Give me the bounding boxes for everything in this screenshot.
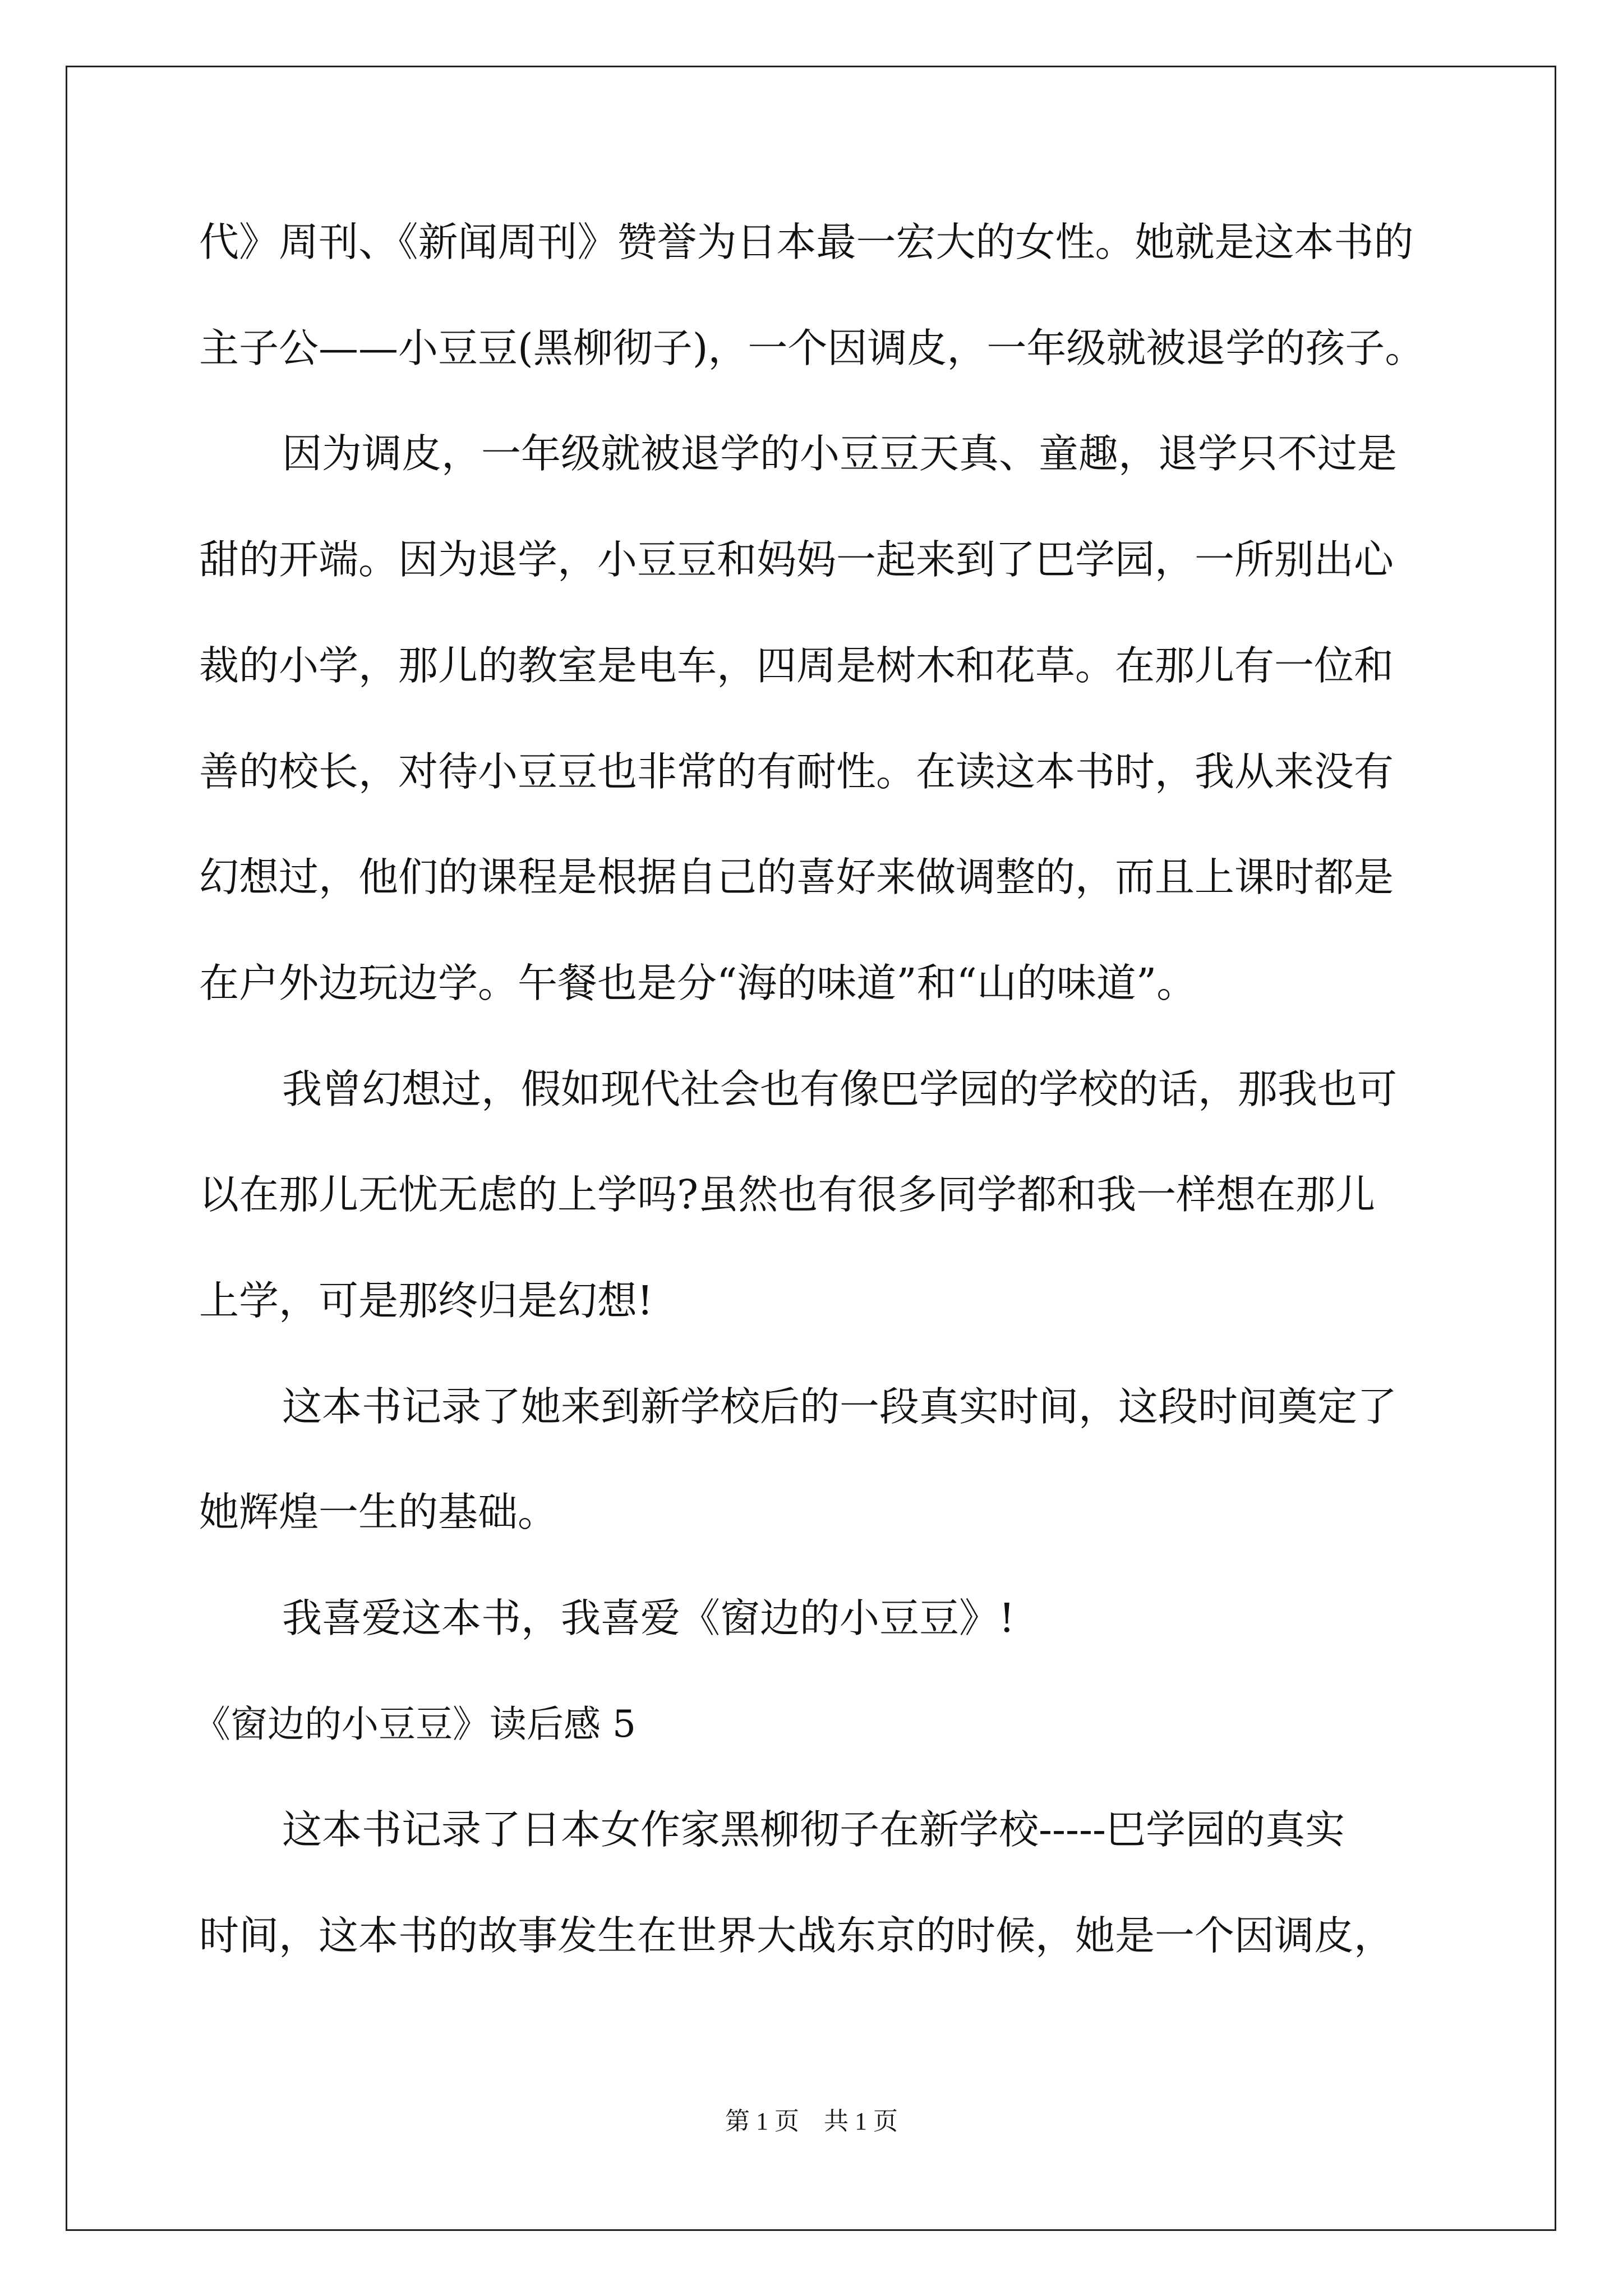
- text-line: 以在那儿无忧无虑的上学吗?虽然也有很多同学都和我一样想在那儿: [199, 1171, 1376, 1218]
- section-heading: 《窗边的小豆豆》读后感 5: [193, 1703, 636, 1746]
- paragraph-start-line: 因为调皮，一年级就被退学的小豆豆天真、童趣，退学只不过是: [282, 430, 1398, 477]
- paragraph-start-line: 这本书记录了日本女作家黑柳彻子在新学校-----巴学园的真实: [282, 1806, 1345, 1853]
- paragraph-start-line: 这本书记录了她来到新学校后的一段真实时间，这段时间奠定了: [282, 1383, 1398, 1430]
- text-line: 幻想过，他们的课程是根据自己的喜好来做调整的，而且上课时都是: [199, 854, 1394, 900]
- page-number-footer: 第 1 页 共 1 页: [725, 2108, 898, 2135]
- text-line: 善的校长，对待小豆豆也非常的有耐性。在读这本书时，我从来没有: [199, 748, 1394, 795]
- text-line: 代》周刊、《新闻周刊》赞誉为日本最一宏大的女性。她就是这本书的: [199, 219, 1414, 265]
- page-border: [66, 66, 1556, 2231]
- paragraph-start-line: 我曾幻想过，假如现代社会也有像巴学园的学校的话，那我也可: [282, 1066, 1398, 1112]
- text-line: 裁的小学，那儿的教室是电车，四周是树木和花草。在那儿有一位和: [199, 642, 1394, 689]
- text-line: 主子公——小豆豆(黑柳彻子)，一个因调皮，一年级就被退学的孩子。: [199, 325, 1425, 371]
- text-line: 甜的开端。因为退学，小豆豆和妈妈一起来到了巴学园，一所别出心: [199, 536, 1394, 583]
- text-line: 在户外边玩边学。午餐也是分“海的味道”和“山的味道”。: [199, 960, 1197, 1006]
- text-line: 她辉煌一生的基础。: [199, 1489, 558, 1535]
- paragraph-start-line: 我喜爱这本书，我喜爱《窗边的小豆豆》!: [282, 1595, 1015, 1641]
- text-line: 上学，可是那终归是幻想!: [199, 1277, 653, 1324]
- text-line: 时间，这本书的故事发生在世界大战东京的时候，她是一个因调皮，: [199, 1912, 1394, 1959]
